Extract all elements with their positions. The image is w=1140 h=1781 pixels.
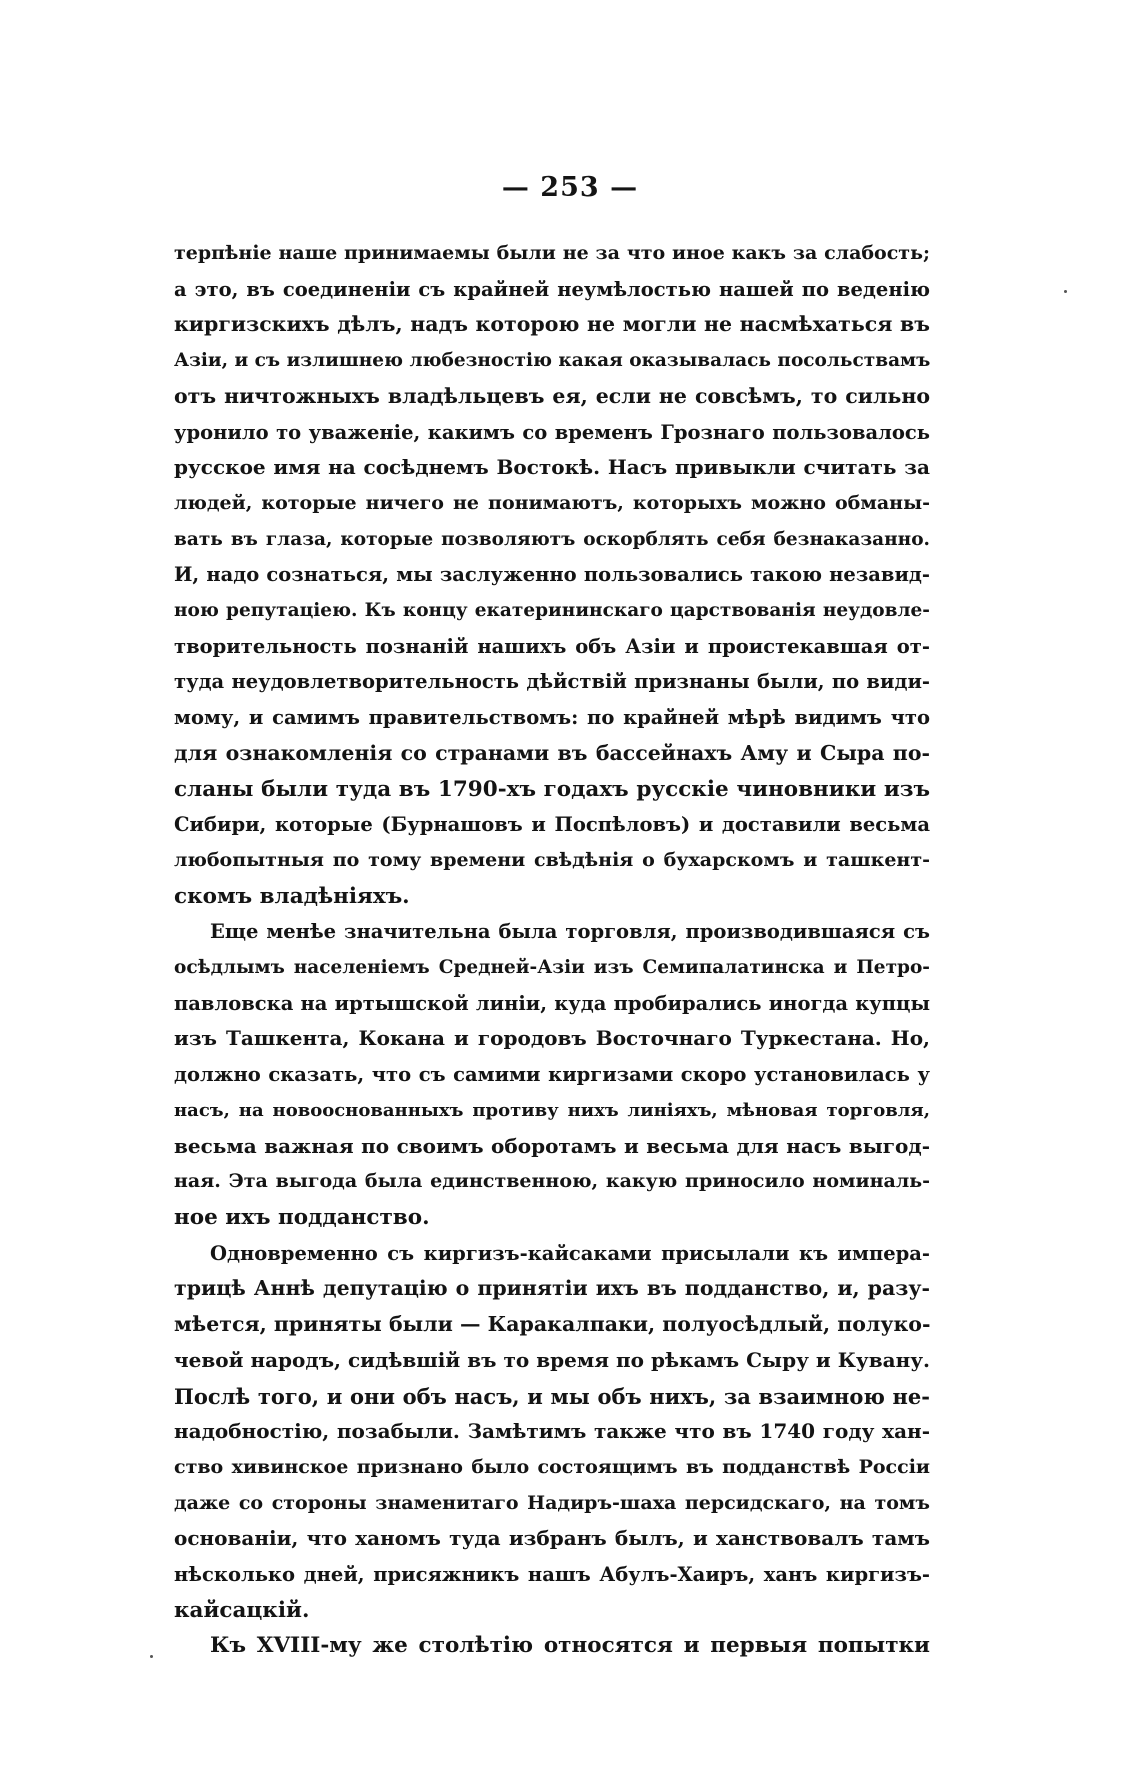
text-line: ною репутаціею. Къ концу екатерининскаго царствованія неудовле- [174,600,930,622]
text-line: даже со стороны знаменитаго Надиръ-шаха персидскаго, на томъ [174,1491,930,1514]
text-line: уронило то уваженіе, какимъ со временъ Грознаго пользовалось [174,420,930,444]
paragraph-start-line: Къ XVIII-му же столѣтію относятся и первыя попытки [210,1633,930,1659]
paragraph-end-line: скомъ владѣніяхъ. [174,883,410,909]
text-line: ная. Эта выгода была единственною, какую приносило номиналь- [174,1170,930,1193]
text-line: киргизскихъ дѣлъ, надъ которою не могли не насмѣхаться въ [174,312,930,337]
body-text [174,236,930,1664]
text-line: чевой народъ, сидѣвшій въ то время по рѣкамъ Сыру и Кувану. [174,1347,930,1372]
text-line: должно сказать, что съ самими киргизами скоро установилась у [174,1063,930,1087]
text-line: терпѣніе наше принимаемы были не за что иное какъ за слабость; [174,242,930,264]
text-line: насъ, на новооснованныхъ противу нихъ линіяхъ, мѣновая торговля, [174,1099,930,1121]
text-line: весьма важная по своимъ оборотамъ и весьма для насъ выгод- [174,1133,930,1158]
text-line: туда неудовлетворительность дѣйствій признаны были, по види- [174,670,930,694]
text-line: трицѣ Аннѣ депутацію о принятіи ихъ въ подданство, и, разу- [174,1276,930,1301]
paragraph-start-line: Еще менѣе значительна была торговля, производившаяся съ [210,920,930,944]
text-line: нѣсколько дней, присяжникъ нашъ Абулъ-Хаиръ, ханъ киргизъ- [174,1563,930,1587]
text-line: для ознакомленія со странами въ бассейнахъ Аму и Сыра по- [174,740,930,765]
text-line: отъ ничтожныхъ владѣльцевъ ея, если не совсѣмъ, то сильно [174,383,930,408]
text-line: русское имя на сосѣднемъ Востокѣ. Насъ привыкли считать за [174,455,930,480]
text-line: изъ Ташкента, Кокана и городовъ Восточнаго Туркестана. Но, [174,1026,930,1051]
text-line: сланы были туда въ 1790-хъ годахъ русскіе чиновники изъ [174,776,930,802]
text-line: Азіи, и съ излишнею любезностію какая оказывалась посольствамъ [174,350,931,372]
page-number: — 253 — [501,172,639,203]
text-line: Сибири, которые (Бурнашовъ и Поспѣловъ) и доставили весьма [174,813,930,837]
text-line: осѣдлымъ населеніемъ Средней-Азіи изъ Семипалатинска и Петро- [174,957,930,979]
text-line: вать въ глаза, которые позволяютъ оскорблять себя безнаказанно. [174,528,930,550]
paper-speck [1064,290,1067,293]
text-line: мому, и самимъ правительствомъ: по крайней мѣрѣ видимъ что [174,706,930,730]
text-line: творительность познаній нашихъ объ Азіи и проистекавшая от- [174,634,930,658]
text-line: мѣется, приняты были — Каракалпаки, полуосѣдлый, полуко- [174,1312,931,1337]
text-line: основаніи, что ханомъ туда избранъ былъ, и ханствовалъ тамъ [174,1526,930,1551]
paragraph-start-line: Одновременно съ киргизъ-кайсаками присылали къ импера- [210,1241,930,1265]
text-line: любопытныя по тому времени свѣдѣнія о бухарскомъ и ташкент- [174,848,930,871]
paragraph-end-line: ное ихъ подданство. [174,1204,430,1230]
paper-speck [150,1655,153,1658]
text-line: надобностію, позабыли. Замѣтимъ также что въ 1740 году хан- [174,1419,930,1444]
text-line: И, надо сознаться, мы заслуженно пользовались такою незавид- [174,563,930,587]
text-line: ство хивинское признано было состоящимъ въ подданствѣ Россіи [174,1455,930,1478]
text-line: павловска на иртышской линіи, куда пробирались иногда купцы [174,991,930,1015]
text-line: людей, которые ничего не понимаютъ, которыхъ можно обманы- [174,491,930,514]
paragraph-end-line: кайсацкій. [174,1597,310,1623]
text-line: а это, въ соединеніи съ крайней неумѣлостью нашей по веденію [174,277,930,301]
text-line: Послѣ того, и они объ насъ, и мы объ нихъ, за взаимною не- [174,1383,930,1409]
